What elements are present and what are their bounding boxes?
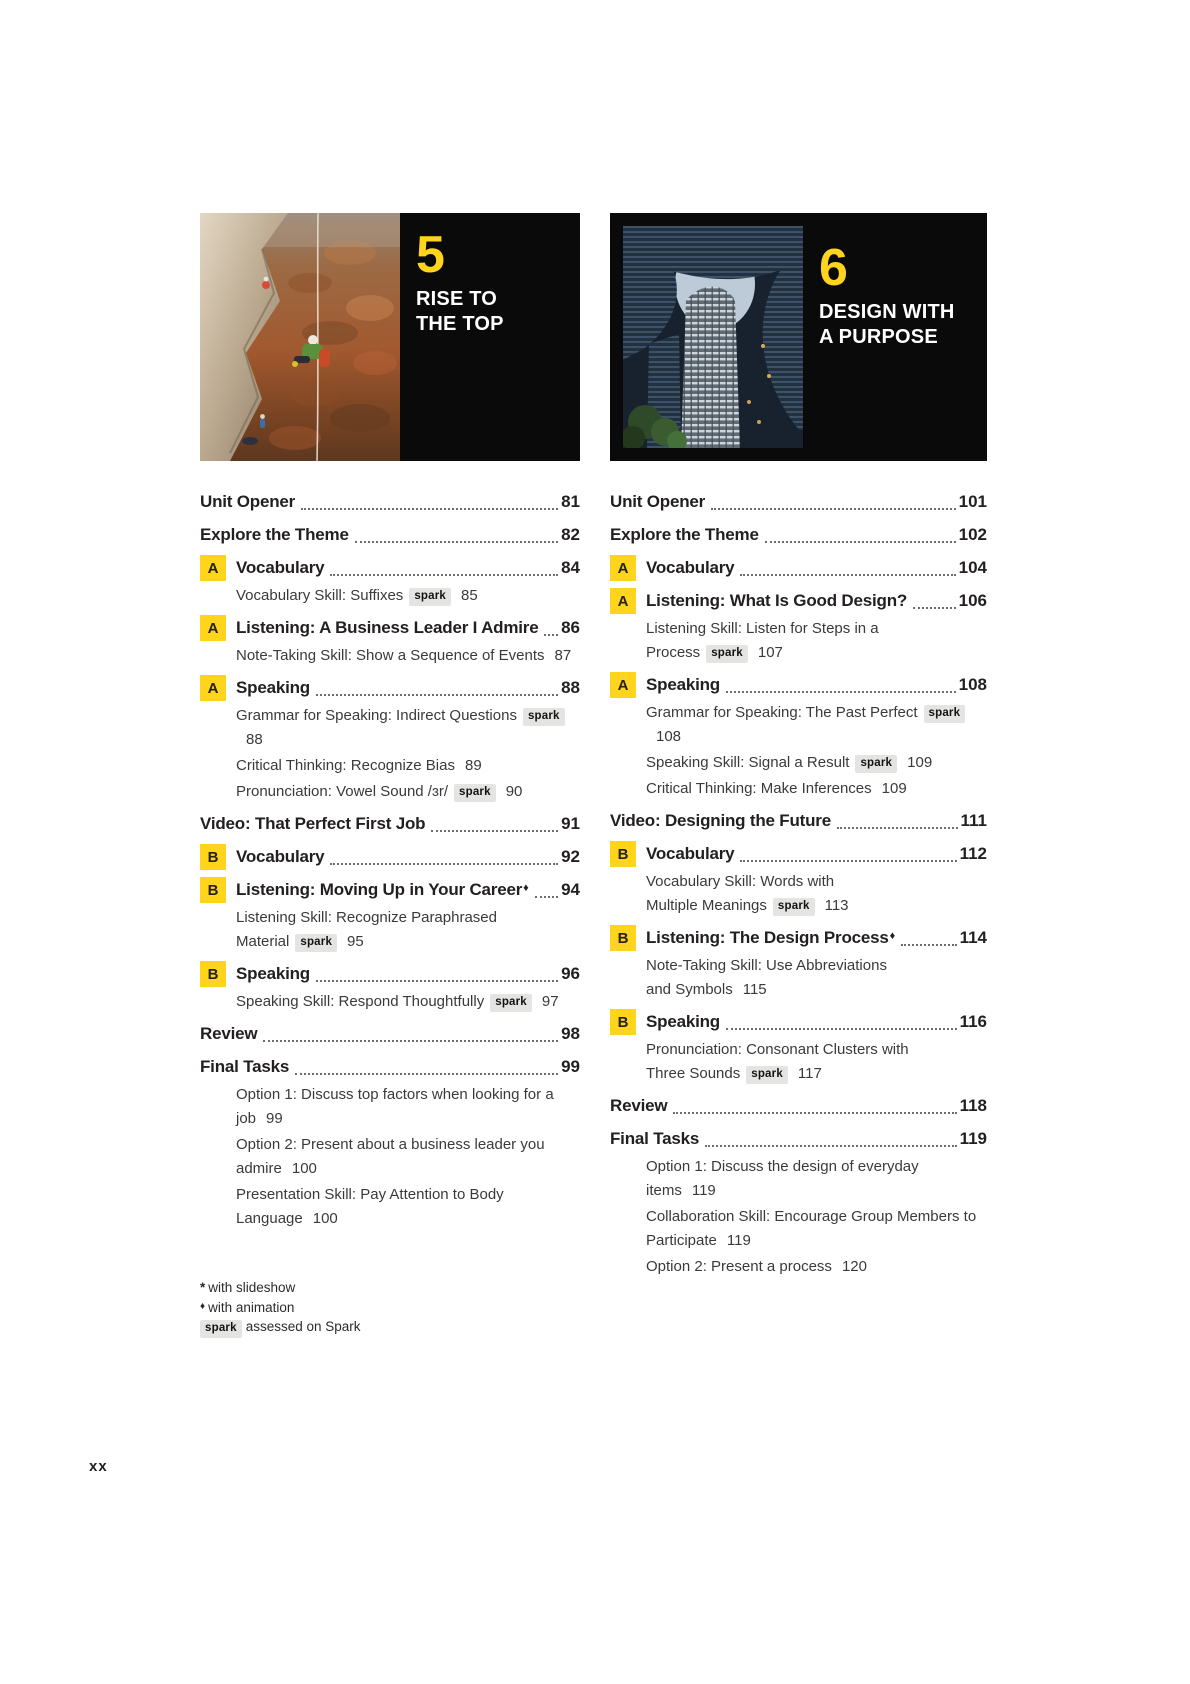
entry-label: Vocabulary <box>646 558 735 577</box>
toc-entry <box>610 923 987 1002</box>
sub-entry: Note-Taking Skill: Use Abbreviations and Symbols 115 <box>646 957 887 998</box>
sub-page-number: 117 <box>797 1065 822 1082</box>
entry-label: Final Tasks <box>610 1129 700 1148</box>
toc-entry-row <box>610 586 987 616</box>
unit-5-toc <box>200 487 580 1231</box>
entry-label: Speaking <box>646 675 720 694</box>
sub-entries <box>200 1083 580 1231</box>
sub-entry: Critical Thinking: Recognize Bias 89 <box>236 757 482 774</box>
toc-entry <box>610 586 987 665</box>
unit-6-heading <box>803 226 955 448</box>
sub-entry: Pronunciation: Consonant Clusters with Three Sounds spark 117 <box>646 1041 909 1082</box>
spark-badge: spark <box>454 784 496 802</box>
sub-page-number: 120 <box>841 1258 867 1275</box>
unit-6-header <box>610 213 987 461</box>
sub-page-number: 100 <box>291 1160 317 1177</box>
toc-entry <box>610 1124 987 1279</box>
unit-title-line: THE TOP <box>416 312 504 335</box>
skyscraper-photo-illustration <box>623 226 803 448</box>
entry-page-number: 99 <box>561 1057 580 1076</box>
unit-5-column <box>200 213 580 1236</box>
entry-page-number: 82 <box>561 525 580 544</box>
entry-page-number: 92 <box>561 847 580 866</box>
sub-page-number: 115 <box>742 981 767 998</box>
entry-page-number: 106 <box>958 591 987 610</box>
sub-entries <box>610 870 987 918</box>
toc-entry <box>200 487 580 517</box>
toc-entry <box>200 520 580 550</box>
sub-entries <box>200 990 580 1014</box>
unit-5-heading <box>400 213 504 461</box>
entry-label: Vocabulary <box>236 558 325 577</box>
spark-badge: spark <box>409 588 451 606</box>
toc-entry <box>200 673 580 804</box>
sub-entries <box>610 701 987 801</box>
spark-badge: spark <box>855 755 897 773</box>
entry-label: Explore the Theme <box>200 525 349 544</box>
sub-entries <box>200 584 580 608</box>
section-badge: B <box>610 841 636 867</box>
sub-page-number: 87 <box>554 647 572 664</box>
entry-page-number: 104 <box>958 558 987 577</box>
spark-badge: spark <box>773 898 815 916</box>
entry-page-number: 108 <box>958 675 987 694</box>
sub-page-number: 108 <box>656 728 682 745</box>
spark-badge: spark <box>523 708 565 726</box>
toc-entry-row <box>200 487 580 517</box>
section-badge: A <box>200 675 226 701</box>
section-badge: A <box>200 555 226 581</box>
dotted-leader <box>330 849 558 865</box>
entry-label: Listening: A Business Leader I Admire <box>236 618 539 637</box>
toc-entry-row <box>610 1124 987 1154</box>
entry-label: Listening: The Design Process♦ <box>646 928 896 947</box>
toc-entry <box>610 806 987 836</box>
toc-entry <box>200 842 580 872</box>
sub-entry: Presentation Skill: Pay Attention to Body Language 100 <box>236 1186 504 1227</box>
toc-entry-row <box>610 553 987 583</box>
sub-entry: Note-Taking Skill: Show a Sequence of Events 87 <box>236 647 572 664</box>
entry-label: Final Tasks <box>200 1057 290 1076</box>
sub-entry: Option 2: Present a process 120 <box>646 1258 867 1275</box>
dotted-leader <box>535 882 559 898</box>
toc-entry-row <box>610 806 987 836</box>
toc-entry-row <box>200 842 580 872</box>
toc-entry <box>200 809 580 839</box>
dotted-leader <box>740 560 955 576</box>
entry-label: Listening: Moving Up in Your Career♦ <box>236 880 529 899</box>
toc-entry <box>610 839 987 918</box>
spark-badge: spark <box>746 1066 788 1084</box>
entry-page-number: 98 <box>561 1024 580 1043</box>
sub-entry: Option 1: Discuss top factors when looking for a job 99 <box>236 1086 554 1127</box>
unit-number: 5 <box>416 226 445 284</box>
entry-page-number: 114 <box>959 928 987 947</box>
sub-page-number: 100 <box>312 1210 338 1227</box>
entry-page-number: 81 <box>561 492 580 511</box>
toc-entry <box>610 553 987 583</box>
section-badge: A <box>610 588 636 614</box>
sub-entry: Listening Skill: Recognize Paraphrased Material spark 95 <box>236 909 497 950</box>
entry-label: Speaking <box>236 964 310 983</box>
unit-6-photo <box>623 226 803 448</box>
section-badge: B <box>200 844 226 870</box>
sub-entry: Collaboration Skill: Encourage Group Members to Participate 119 <box>646 1208 977 1249</box>
diamond-icon: ♦ <box>200 1300 206 1312</box>
toc-entry <box>610 487 987 517</box>
sub-page-number: 107 <box>757 644 783 661</box>
footnotes <box>200 1278 361 1338</box>
dotted-leader <box>544 620 558 636</box>
toc-entry <box>610 1091 987 1121</box>
entry-label: Vocabulary <box>646 844 735 863</box>
sub-page-number: 113 <box>824 897 849 914</box>
toc-entry-row <box>200 673 580 703</box>
unit-title <box>819 300 955 350</box>
sub-entry: Listening Skill: Listen for Steps in a Process spark 107 <box>646 620 879 661</box>
toc-entry-row <box>200 959 580 989</box>
dotted-leader <box>705 1131 956 1147</box>
toc-entry <box>610 1007 987 1086</box>
toc-entry-row <box>610 670 987 700</box>
sub-page-number: 88 <box>246 731 263 748</box>
dotted-leader <box>726 677 956 693</box>
sub-entry: Grammar for Speaking: The Past Perfect spark108 <box>646 701 987 749</box>
toc-entry <box>200 875 580 954</box>
dotted-leader <box>837 813 958 829</box>
sub-page-number: 109 <box>907 754 933 771</box>
spark-badge: spark <box>490 994 532 1012</box>
unit-5-header <box>200 213 580 461</box>
toc-entry-row <box>610 1007 987 1037</box>
dotted-leader <box>765 527 956 543</box>
sub-entry: Pronunciation: Vowel Sound /ɜr/ spark 90 <box>236 783 523 800</box>
entry-page-number: 111 <box>960 811 987 830</box>
toc-entry-row <box>200 613 580 643</box>
sub-entries <box>610 1038 987 1086</box>
toc-entry-row <box>200 1052 580 1082</box>
toc-entry <box>610 670 987 801</box>
sub-entry: Option 1: Discuss the design of everyday items 119 <box>646 1158 919 1199</box>
spark-badge: spark <box>295 934 337 952</box>
sub-entry: Speaking Skill: Signal a Result spark 109 <box>646 754 933 771</box>
dotted-leader <box>316 680 558 696</box>
unit-title <box>416 287 504 337</box>
section-badge: A <box>610 555 636 581</box>
sub-entry: Grammar for Speaking: Indirect Questions spark88 <box>236 704 580 752</box>
page-number: xx <box>89 1458 108 1475</box>
dotted-leader <box>711 494 956 510</box>
dotted-leader <box>740 846 956 862</box>
toc-entry-row <box>200 1019 580 1049</box>
sub-entries <box>200 704 580 804</box>
dotted-leader <box>301 494 558 510</box>
entry-label: Speaking <box>646 1012 720 1031</box>
footnote: spark assessed on Spark <box>200 1317 361 1338</box>
diamond-icon: ♦ <box>889 930 896 942</box>
entry-label: Video: Designing the Future <box>610 811 831 830</box>
sub-page-number: 119 <box>691 1182 716 1199</box>
toc-entry <box>610 520 987 550</box>
unit-title-line: A PURPOSE <box>819 325 938 348</box>
toc-entry-row <box>610 520 987 550</box>
unit-number: 6 <box>819 239 848 297</box>
section-badge: A <box>610 672 636 698</box>
entry-page-number: 88 <box>561 678 580 697</box>
entry-page-number: 118 <box>959 1096 987 1115</box>
toc-entry-row <box>200 520 580 550</box>
entry-label: Explore the Theme <box>610 525 759 544</box>
unit-title-line: DESIGN WITH <box>819 300 955 323</box>
sub-entry: Vocabulary Skill: Suffixes spark 85 <box>236 587 478 604</box>
sub-entries <box>610 1155 987 1279</box>
toc-entry-row <box>610 923 987 953</box>
section-badge: B <box>200 877 226 903</box>
entry-label: Review <box>610 1096 668 1115</box>
dotted-leader <box>726 1014 957 1030</box>
entry-page-number: 116 <box>959 1012 987 1031</box>
entry-label: Video: That Perfect First Job <box>200 814 426 833</box>
dotted-leader <box>330 560 558 576</box>
spark-badge: spark <box>706 645 748 663</box>
sub-entries <box>200 906 580 954</box>
section-badge: A <box>200 615 226 641</box>
entry-label: Review <box>200 1024 258 1043</box>
toc-entry <box>200 553 580 608</box>
sub-page-number: 99 <box>266 1110 283 1127</box>
entry-page-number: 86 <box>561 618 580 637</box>
dotted-leader <box>913 593 956 609</box>
toc-entry-row <box>200 553 580 583</box>
section-badge: B <box>610 925 636 951</box>
entry-page-number: 94 <box>561 880 580 899</box>
toc-entry-row <box>200 809 580 839</box>
footnote: ♦ with animation <box>200 1299 295 1315</box>
spark-badge: spark <box>200 1320 242 1338</box>
unit-5-photo <box>200 213 400 461</box>
entry-page-number: 84 <box>561 558 580 577</box>
entry-page-number: 101 <box>958 492 987 511</box>
toc-entry-row <box>610 1091 987 1121</box>
entry-label: Vocabulary <box>236 847 325 866</box>
spark-badge: spark <box>924 705 966 723</box>
entry-label: Listening: What Is Good Design? <box>646 591 908 610</box>
sub-entries <box>610 617 987 665</box>
sub-page-number: 89 <box>465 757 482 774</box>
toc-entry <box>200 1019 580 1049</box>
sub-page-number: 109 <box>881 780 907 797</box>
entry-page-number: 102 <box>958 525 987 544</box>
sub-entry: Vocabulary Skill: Words with Multiple Meanings spark 113 <box>646 873 849 914</box>
entry-page-number: 119 <box>959 1129 987 1148</box>
sub-page-number: 90 <box>505 783 523 800</box>
section-badge: B <box>200 961 226 987</box>
dotted-leader <box>673 1098 956 1114</box>
diamond-icon: ♦ <box>523 882 529 894</box>
entry-label: Unit Opener <box>200 492 296 511</box>
dotted-leader <box>295 1059 558 1075</box>
sub-entry: Critical Thinking: Make Inferences 109 <box>646 780 907 797</box>
sub-entry: Option 2: Present about a business leader you admire 100 <box>236 1136 545 1177</box>
toc-entry-row <box>610 487 987 517</box>
sub-page-number: 97 <box>541 993 559 1010</box>
unit-title-line: RISE TO <box>416 287 498 310</box>
footnote: * with slideshow <box>200 1280 296 1295</box>
sub-page-number: 95 <box>347 933 364 950</box>
dotted-leader <box>901 930 956 946</box>
toc-entry-row <box>610 839 987 869</box>
dotted-leader <box>263 1026 558 1042</box>
toc-entry <box>200 1052 580 1231</box>
sub-entry: Speaking Skill: Respond Thoughtfully spark 97 <box>236 993 559 1010</box>
rock-climbing-photo-illustration <box>200 213 400 461</box>
dotted-leader <box>316 966 558 982</box>
dotted-leader <box>355 527 558 543</box>
entry-label: Speaking <box>236 678 310 697</box>
toc-entry <box>200 959 580 1014</box>
entry-page-number: 91 <box>561 814 580 833</box>
dotted-leader <box>431 816 558 832</box>
asterisk-icon: * <box>200 1280 206 1295</box>
sub-page-number: 119 <box>726 1232 751 1249</box>
sub-entries <box>610 954 987 1002</box>
sub-entries <box>200 644 580 668</box>
unit-6-toc <box>610 487 987 1279</box>
section-badge: B <box>610 1009 636 1035</box>
entry-page-number: 96 <box>561 964 580 983</box>
entry-page-number: 112 <box>959 844 987 863</box>
unit-6-column <box>610 213 987 1284</box>
entry-label: Unit Opener <box>610 492 706 511</box>
toc-entry-row <box>200 875 580 905</box>
toc-entry <box>200 613 580 668</box>
sub-page-number: 85 <box>461 587 478 604</box>
